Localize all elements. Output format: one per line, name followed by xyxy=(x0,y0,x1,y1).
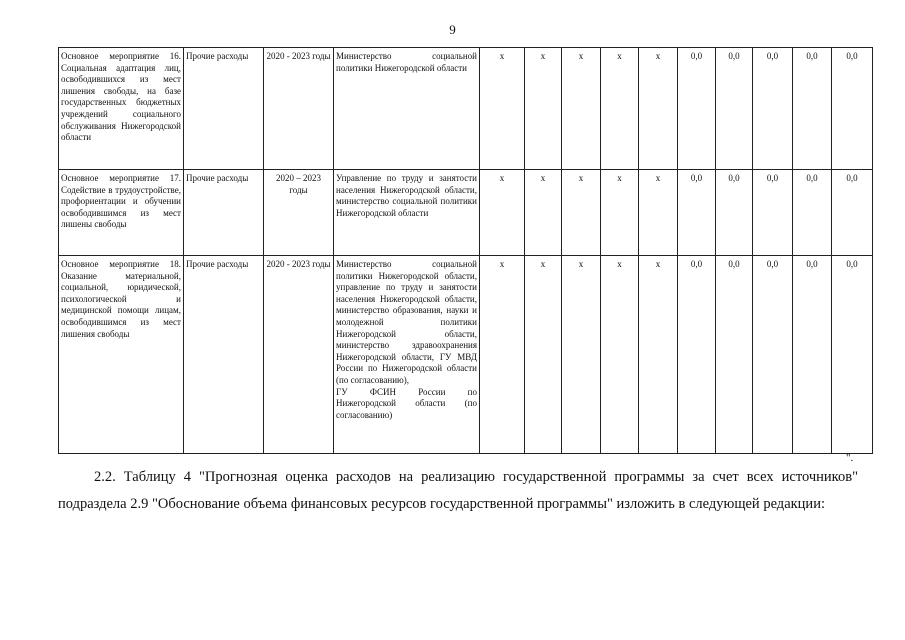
value-cell: 0,0 xyxy=(753,256,793,454)
value-cell: 0,0 xyxy=(832,170,873,256)
value-cell: 0,0 xyxy=(832,48,873,170)
value-cell: х xyxy=(480,256,525,454)
value-cell: 0,0 xyxy=(678,48,716,170)
executor-cell: Управление по труду и занятости населения Нижегородской области, министерство социальной политики Нижегородской области xyxy=(334,170,480,256)
value-cell: х xyxy=(562,256,601,454)
value-cell: х xyxy=(601,48,639,170)
funding-source-cell: Прочие расходы xyxy=(184,170,264,256)
table-row xyxy=(59,256,873,454)
executor-cell: Министерство социальной политики Нижегородской области xyxy=(334,48,480,170)
value-cell: х xyxy=(639,256,678,454)
value-cell: 0,0 xyxy=(678,170,716,256)
page-number: 9 xyxy=(449,22,456,37)
value-cell: 0,0 xyxy=(793,170,832,256)
value-cell: 0,0 xyxy=(716,48,753,170)
closing-quote: ". xyxy=(846,452,854,464)
value-cell: 0,0 xyxy=(678,256,716,454)
value-cell: х xyxy=(601,170,639,256)
value-cell: х xyxy=(480,48,525,170)
value-cell: х xyxy=(601,256,639,454)
value-cell: х xyxy=(525,170,562,256)
value-cell: х xyxy=(525,48,562,170)
table-row xyxy=(59,48,873,170)
executor-text: Министерство социальной политики Нижегородской области, управление по труду и занятости населения Нижегородской области, министерство образования, науки и молодежной политики Нижегородской области, министерство здравоохранения Нижегородской области, ГУ МВД России по Нижегородской области (по согласованию), xyxy=(336,259,477,385)
period-cell: 2020 – 2023 годы xyxy=(264,170,334,256)
value-cell: х xyxy=(562,170,601,256)
value-cell: х xyxy=(639,48,678,170)
executor-cell xyxy=(334,256,480,454)
activity-cell: Основное мероприятие 16. Социальная адаптация лиц, освободившихся из мест лишения свободы, на базе государственных бюджетных учреждений социального обслуживания Нижегородской области xyxy=(59,48,184,170)
value-cell: х xyxy=(562,48,601,170)
value-cell: х xyxy=(639,170,678,256)
funding-source-cell: Прочие расходы xyxy=(184,48,264,170)
value-cell: 0,0 xyxy=(716,256,753,454)
funding-source-cell: Прочие расходы xyxy=(184,256,264,454)
period-cell: 2020 - 2023 годы xyxy=(264,256,334,454)
value-cell: 0,0 xyxy=(716,170,753,256)
value-cell: х xyxy=(480,170,525,256)
period-cell: 2020 - 2023 годы xyxy=(264,48,334,170)
value-cell: 0,0 xyxy=(832,256,873,454)
value-cell: 0,0 xyxy=(793,256,832,454)
table-row xyxy=(59,170,873,256)
value-cell: 0,0 xyxy=(793,48,832,170)
program-table xyxy=(58,47,873,454)
value-cell: 0,0 xyxy=(753,48,793,170)
executor-extra-text: ГУ ФСИН России по Нижегородской области (по согласованию) xyxy=(336,386,477,420)
value-cell: 0,0 xyxy=(753,170,793,256)
body-paragraph: 2.2. Таблицу 4 "Прогнозная оценка расходов на реализацию государственной программы за счет всех источников" подраздела 2.9 "Обоснование объема финансовых ресурсов государственной программы" изложить в следующей редакции: xyxy=(58,469,858,512)
value-cell: х xyxy=(525,256,562,454)
activity-cell: Основное мероприятие 17. Содействие в трудоустройстве, профориентации и обучении освободившимся из мест лишены свободы xyxy=(59,170,184,256)
activity-cell: Основное мероприятие 18. Оказание материальной, социальной, юридической, психологической и медицинской помощи лицам, освободившимся из мест лишения свободы xyxy=(59,256,184,454)
